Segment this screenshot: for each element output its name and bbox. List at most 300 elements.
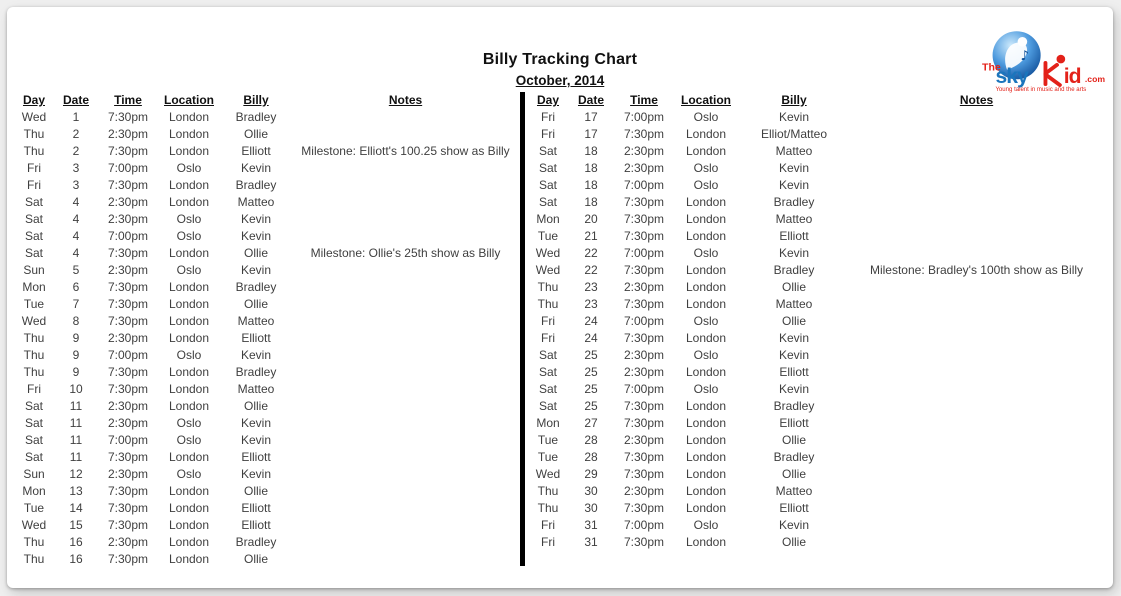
location-cell: London — [685, 144, 727, 158]
table-row — [15, 449, 520, 466]
day-cell: Mon — [536, 212, 560, 226]
notes-cell — [849, 517, 1104, 534]
notes-cell — [849, 194, 1104, 211]
notes-cell — [291, 534, 520, 551]
time-cell: 7:00pm — [107, 229, 149, 243]
notes-cell — [849, 160, 1104, 177]
table-row — [15, 143, 520, 160]
billy-cell: Kevin — [240, 416, 272, 430]
day-cell: Thu — [537, 484, 559, 498]
notes-cell — [849, 364, 1104, 381]
date-cell: 18 — [584, 178, 598, 192]
notes-cell — [849, 245, 1104, 262]
table-row — [15, 466, 520, 483]
location-cell: London — [685, 331, 727, 345]
location-cell: Oslo — [176, 161, 202, 175]
svg-text:♪: ♪ — [1020, 49, 1030, 65]
day-cell: Fri — [541, 331, 555, 345]
table-header-row — [15, 92, 520, 109]
time-cell: 7:30pm — [107, 297, 149, 311]
notes-cell — [291, 381, 520, 398]
notes-cell — [849, 228, 1104, 245]
date-cell: 23 — [584, 280, 598, 294]
date-cell: 24 — [584, 331, 598, 345]
billy-cell: Elliott — [241, 144, 271, 158]
table-row — [529, 279, 1104, 296]
notes-cell — [291, 177, 520, 194]
table-row — [15, 177, 520, 194]
location-cell: London — [685, 467, 727, 481]
table-header-row — [529, 92, 1104, 109]
notes-cell — [291, 551, 520, 568]
location-cell: London — [168, 297, 210, 311]
day-cell: Sat — [24, 416, 43, 430]
day-cell: Thu — [537, 297, 559, 311]
day-cell: Sat — [538, 399, 557, 413]
location-cell: London — [168, 399, 210, 413]
day-cell: Thu — [537, 280, 559, 294]
day-cell: Mon — [22, 280, 46, 294]
time-cell: 7:30pm — [623, 297, 665, 311]
billy-cell: Ollie — [781, 467, 806, 481]
logo-kid-figure-icon — [1045, 55, 1065, 85]
location-cell: London — [168, 280, 210, 294]
billy-cell: Kevin — [778, 110, 810, 124]
location-cell: Oslo — [176, 212, 202, 226]
day-cell: Thu — [23, 144, 45, 158]
date-cell: 30 — [584, 501, 598, 515]
billy-cell: Matteo — [237, 314, 275, 328]
location-cell: London — [685, 263, 727, 277]
table-row — [529, 109, 1104, 126]
column-header-location: Location — [681, 93, 731, 107]
time-cell: 2:30pm — [107, 127, 149, 141]
table-row — [15, 432, 520, 449]
time-cell: 2:30pm — [107, 467, 149, 481]
day-cell: Sat — [538, 365, 557, 379]
day-cell: Sat — [24, 246, 43, 260]
location-cell: Oslo — [693, 110, 719, 124]
location-cell: Oslo — [693, 382, 719, 396]
notes-cell — [291, 296, 520, 313]
billy-cell: Ollie — [243, 552, 268, 566]
time-cell: 7:30pm — [623, 416, 665, 430]
billy-cell: Kevin — [240, 467, 272, 481]
time-cell: 7:00pm — [107, 348, 149, 362]
time-cell: 7:30pm — [107, 382, 149, 396]
day-cell: Sat — [538, 161, 557, 175]
time-cell: 7:30pm — [623, 229, 665, 243]
time-cell: 7:30pm — [107, 178, 149, 192]
date-cell: 18 — [584, 144, 598, 158]
location-cell: Oslo — [693, 314, 719, 328]
column-header-notes: Notes — [388, 93, 423, 107]
location-cell: London — [685, 280, 727, 294]
notes-cell — [849, 534, 1104, 551]
day-cell: Sat — [24, 212, 43, 226]
time-cell: 2:30pm — [107, 535, 149, 549]
location-cell: London — [685, 195, 727, 209]
date-cell: 18 — [584, 195, 598, 209]
date-cell: 15 — [69, 518, 83, 532]
billy-cell: Elliott — [779, 416, 809, 430]
location-cell: London — [685, 433, 727, 447]
location-cell: London — [168, 127, 210, 141]
time-cell: 2:30pm — [107, 399, 149, 413]
table-row — [15, 517, 520, 534]
day-cell: Sat — [24, 433, 43, 447]
notes-cell — [291, 330, 520, 347]
location-cell: London — [168, 110, 210, 124]
time-cell: 7:00pm — [623, 178, 665, 192]
table-row — [529, 211, 1104, 228]
billy-cell: Ollie — [243, 127, 268, 141]
notes-cell — [849, 500, 1104, 517]
notes-cell: Milestone: Ollie's 25th show as Billy — [310, 246, 501, 260]
location-cell: London — [685, 127, 727, 141]
notes-cell — [849, 177, 1104, 194]
date-cell: 2 — [72, 144, 80, 158]
table-row — [15, 313, 520, 330]
date-cell: 28 — [584, 450, 598, 464]
schedule-table-left — [15, 92, 520, 568]
date-cell: 9 — [72, 365, 80, 379]
day-cell: Thu — [23, 552, 45, 566]
column-header-time: Time — [114, 93, 142, 107]
day-cell: Wed — [21, 314, 47, 328]
location-cell: Oslo — [693, 178, 719, 192]
day-cell: Fri — [27, 178, 41, 192]
location-cell: London — [685, 365, 727, 379]
table-row — [15, 245, 520, 262]
billy-cell: Matteo — [775, 297, 813, 311]
billy-cell: Elliot/Matteo — [760, 127, 828, 141]
billy-cell: Matteo — [237, 382, 275, 396]
billy-cell: Kevin — [240, 229, 272, 243]
day-cell: Sat — [538, 382, 557, 396]
date-cell: 18 — [584, 161, 598, 175]
notes-cell — [291, 126, 520, 143]
day-cell: Fri — [541, 535, 555, 549]
day-cell: Thu — [23, 365, 45, 379]
table-row — [529, 245, 1104, 262]
logo-sky-text: sky — [995, 65, 1028, 89]
billy-cell: Elliott — [779, 229, 809, 243]
billy-cell: Bradley — [235, 365, 277, 379]
date-cell: 9 — [72, 348, 80, 362]
notes-cell: Milestone: Elliott's 100.25 show as Billy — [301, 144, 510, 158]
day-cell: Tue — [537, 229, 559, 243]
date-cell: 28 — [584, 433, 598, 447]
time-cell: 7:30pm — [107, 280, 149, 294]
time-cell: 2:30pm — [107, 195, 149, 209]
date-cell: 3 — [72, 178, 80, 192]
table-row — [529, 330, 1104, 347]
notes-cell — [291, 364, 520, 381]
column-header-day: Day — [22, 93, 45, 107]
time-cell: 7:00pm — [623, 382, 665, 396]
billy-cell: Bradley — [773, 399, 815, 413]
notes-cell — [849, 109, 1104, 126]
date-cell: 17 — [584, 127, 598, 141]
time-cell: 2:30pm — [623, 280, 665, 294]
location-cell: Oslo — [176, 263, 202, 277]
date-cell: 8 — [72, 314, 80, 328]
date-cell: 7 — [72, 297, 80, 311]
logo-the-text: The — [982, 61, 1001, 74]
day-cell: Mon — [536, 416, 560, 430]
date-cell: 20 — [584, 212, 598, 226]
time-cell: 7:30pm — [623, 195, 665, 209]
billy-cell: Matteo — [775, 144, 813, 158]
billy-cell: Elliott — [241, 501, 271, 515]
location-cell: London — [685, 399, 727, 413]
notes-cell — [291, 279, 520, 296]
day-cell: Sat — [538, 178, 557, 192]
location-cell: London — [168, 518, 210, 532]
time-cell: 7:30pm — [107, 552, 149, 566]
date-cell: 22 — [584, 246, 598, 260]
time-cell: 2:30pm — [623, 484, 665, 498]
table-row — [15, 194, 520, 211]
billy-cell: Bradley — [235, 280, 277, 294]
notes-cell — [291, 160, 520, 177]
day-cell: Sat — [538, 144, 557, 158]
time-cell: 7:30pm — [623, 535, 665, 549]
time-cell: 7:30pm — [107, 450, 149, 464]
table-row — [529, 483, 1104, 500]
day-cell: Thu — [23, 535, 45, 549]
date-cell: 25 — [584, 382, 598, 396]
billy-cell: Kevin — [240, 433, 272, 447]
location-cell: London — [685, 535, 727, 549]
day-cell: Tue — [537, 433, 559, 447]
table-row — [15, 398, 520, 415]
time-cell: 7:30pm — [623, 450, 665, 464]
notes-cell — [849, 279, 1104, 296]
table-row — [15, 228, 520, 245]
column-header-day: Day — [536, 93, 559, 107]
table-row — [529, 517, 1104, 534]
location-cell: London — [685, 484, 727, 498]
table-row — [15, 330, 520, 347]
location-cell: London — [685, 501, 727, 515]
table-row — [529, 313, 1104, 330]
billy-cell: Kevin — [240, 263, 272, 277]
day-cell: Thu — [23, 331, 45, 345]
day-cell: Sat — [24, 399, 43, 413]
date-cell: 9 — [72, 331, 80, 345]
billy-cell: Matteo — [775, 212, 813, 226]
date-cell: 22 — [584, 263, 598, 277]
date-cell: 11 — [69, 433, 83, 447]
day-cell: Wed — [21, 110, 47, 124]
notes-cell — [291, 432, 520, 449]
billy-cell: Ollie — [781, 280, 806, 294]
table-row — [529, 534, 1104, 551]
location-cell: Oslo — [176, 433, 202, 447]
location-cell: London — [168, 535, 210, 549]
date-cell: 17 — [584, 110, 598, 124]
column-header-billy: Billy — [243, 93, 269, 107]
billy-cell: Elliott — [779, 365, 809, 379]
time-cell: 7:00pm — [623, 110, 665, 124]
table-row — [15, 211, 520, 228]
table-row — [529, 228, 1104, 245]
day-cell: Sun — [23, 467, 45, 481]
billy-cell: Kevin — [240, 212, 272, 226]
location-cell: London — [685, 416, 727, 430]
notes-cell — [291, 109, 520, 126]
table-row — [15, 126, 520, 143]
notes-cell — [849, 381, 1104, 398]
location-cell: London — [168, 382, 210, 396]
time-cell: 2:30pm — [623, 365, 665, 379]
date-cell: 16 — [69, 535, 83, 549]
time-cell: 7:30pm — [107, 110, 149, 124]
table-divider — [520, 92, 525, 566]
table-row — [15, 160, 520, 177]
table-row — [529, 381, 1104, 398]
time-cell: 2:30pm — [623, 161, 665, 175]
billy-cell: Kevin — [240, 348, 272, 362]
table-row — [529, 432, 1104, 449]
date-cell: 2 — [72, 127, 80, 141]
table-row — [529, 194, 1104, 211]
time-cell: 7:30pm — [623, 127, 665, 141]
notes-cell — [291, 517, 520, 534]
day-cell: Sat — [24, 195, 43, 209]
location-cell: London — [168, 484, 210, 498]
location-cell: London — [168, 331, 210, 345]
time-cell: 7:00pm — [623, 314, 665, 328]
table-row — [15, 415, 520, 432]
day-cell: Sat — [24, 229, 43, 243]
date-cell: 4 — [72, 229, 80, 243]
date-cell: 31 — [584, 535, 598, 549]
billy-cell: Bradley — [773, 195, 815, 209]
day-cell: Thu — [23, 127, 45, 141]
time-cell: 7:00pm — [107, 161, 149, 175]
column-header-notes: Notes — [959, 93, 994, 107]
column-header-location: Location — [164, 93, 214, 107]
table-row — [529, 466, 1104, 483]
table-row — [15, 551, 520, 568]
location-cell: London — [685, 450, 727, 464]
time-cell: 2:30pm — [107, 416, 149, 430]
time-cell: 2:30pm — [107, 331, 149, 345]
location-cell: Oslo — [693, 518, 719, 532]
billy-cell: Ollie — [243, 484, 268, 498]
table-row — [15, 364, 520, 381]
notes-cell — [849, 466, 1104, 483]
table-row — [15, 296, 520, 313]
column-header-billy: Billy — [781, 93, 807, 107]
date-cell: 24 — [584, 314, 598, 328]
time-cell: 7:30pm — [623, 399, 665, 413]
date-cell: 11 — [69, 399, 83, 413]
location-cell: London — [168, 195, 210, 209]
time-cell: 2:30pm — [623, 433, 665, 447]
notes-cell — [291, 415, 520, 432]
billy-cell: Ollie — [781, 535, 806, 549]
table-row — [15, 500, 520, 517]
billy-cell: Matteo — [237, 195, 275, 209]
notes-cell — [291, 398, 520, 415]
date-cell: 4 — [72, 246, 80, 260]
billy-cell: Bradley — [773, 450, 815, 464]
table-row — [15, 109, 520, 126]
billy-cell: Kevin — [778, 161, 810, 175]
notes-cell — [291, 194, 520, 211]
billy-cell: Elliott — [241, 450, 271, 464]
time-cell: 7:30pm — [107, 246, 149, 260]
table-row — [529, 262, 1104, 279]
time-cell: 2:30pm — [107, 212, 149, 226]
date-cell: 4 — [72, 212, 80, 226]
table-row — [529, 398, 1104, 415]
page-title: Billy Tracking Chart — [482, 51, 638, 68]
date-cell: 14 — [69, 501, 83, 515]
location-cell: Oslo — [693, 246, 719, 260]
time-cell: 7:00pm — [623, 518, 665, 532]
date-cell: 31 — [584, 518, 598, 532]
billy-cell: Ollie — [243, 399, 268, 413]
notes-cell — [291, 313, 520, 330]
billy-cell: Elliott — [779, 501, 809, 515]
date-cell: 25 — [584, 348, 598, 362]
billy-cell: Elliott — [241, 331, 271, 345]
time-cell: 7:30pm — [107, 518, 149, 532]
date-cell: 1 — [72, 110, 80, 124]
column-header-time: Time — [630, 93, 658, 107]
date-cell: 5 — [72, 263, 80, 277]
date-cell: 29 — [584, 467, 598, 481]
billy-cell: Kevin — [778, 348, 810, 362]
day-cell: Fri — [541, 110, 555, 124]
day-cell: Fri — [541, 314, 555, 328]
notes-cell: Milestone: Bradley's 100th show as Billy — [869, 263, 1084, 277]
location-cell: London — [685, 297, 727, 311]
time-cell: 7:30pm — [107, 314, 149, 328]
table-row — [529, 500, 1104, 517]
date-cell: 6 — [72, 280, 80, 294]
table-row — [529, 177, 1104, 194]
date-cell: 11 — [69, 416, 83, 430]
date-cell: 12 — [69, 467, 83, 481]
notes-cell — [291, 347, 520, 364]
time-cell: 2:30pm — [623, 144, 665, 158]
location-cell: London — [168, 144, 210, 158]
table-row — [529, 415, 1104, 432]
billy-cell: Bradley — [235, 535, 277, 549]
time-cell: 7:30pm — [107, 501, 149, 515]
location-cell: London — [168, 178, 210, 192]
notes-cell — [849, 483, 1104, 500]
notes-cell — [849, 143, 1104, 160]
table-row — [15, 534, 520, 551]
time-cell: 7:30pm — [623, 212, 665, 226]
billy-cell: Kevin — [778, 331, 810, 345]
date-cell: 30 — [584, 484, 598, 498]
location-cell: London — [168, 501, 210, 515]
column-header-date: Date — [577, 93, 604, 107]
skykid-logo — [982, 29, 1107, 93]
chart-sheet — [7, 7, 1113, 588]
notes-cell — [849, 432, 1104, 449]
date-cell: 25 — [584, 399, 598, 413]
billy-cell: Ollie — [243, 246, 268, 260]
